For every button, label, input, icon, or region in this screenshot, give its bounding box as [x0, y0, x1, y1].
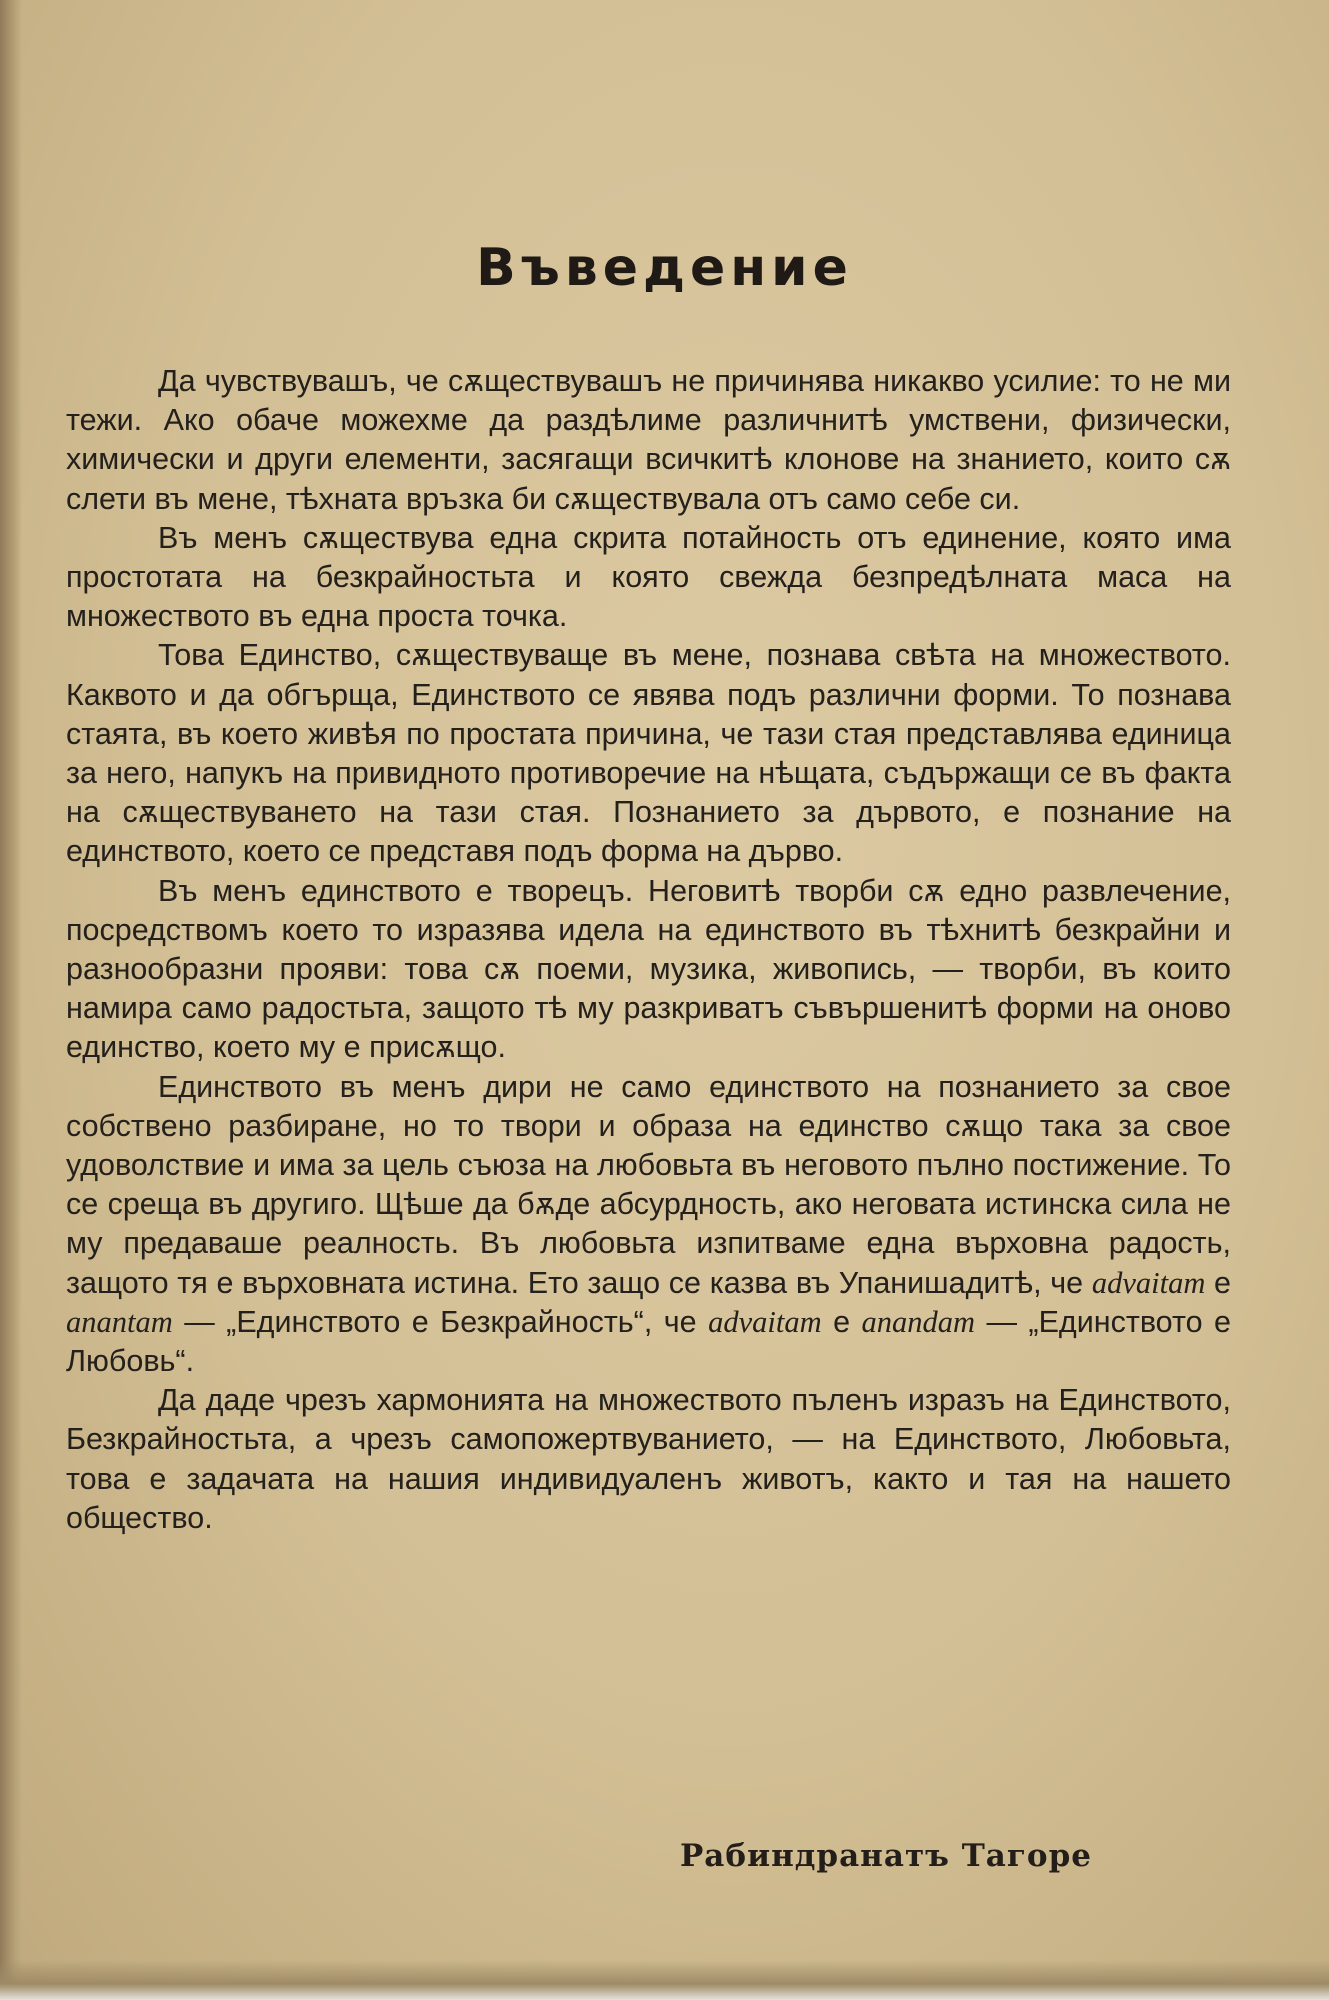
paragraph-5-text-b: е — [1205, 1265, 1232, 1300]
paragraph-6: Да даде чрезъ хармонията на множеството пъленъ изразъ на Единството, Безкрайностьта, а чрезъ самопожертвуванието, — на Единството, Любовьта, това е задачата на нашия индивидуаленъ животъ, както и тая на нашето общество. — [66, 1383, 1231, 1535]
paragraph-3: Това Единство, сѫществуваще въ мене, познава свѣта на множеството. Каквото и да обгърща, Единството се явява подъ различни форми. То познава стаята, въ което живѣя по простата причина, че тази стая представлява единица за него, напукъ на привидното противоречие на нѣщата, съдържащи се въ факта на сѫществуването на тази стая. Познанието за дървото, е познание на единството, което се представя подъ форма на дърво. — [66, 638, 1231, 869]
paragraph-5-text-c: — „Единството е Безкрайность“, че — [172, 1304, 709, 1339]
sanskrit-term: advaitam — [708, 1304, 822, 1339]
page-bottom-edge — [0, 1960, 1329, 2000]
paragraph-5-text-e: — „Единството е Любовь“. — [66, 1304, 1231, 1379]
sanskrit-term: advaitam — [1091, 1265, 1206, 1300]
body-text — [66, 362, 1231, 1538]
paragraph-1: Да чувствувашъ, че сѫществувашъ не причинява никакво усилие: то не ми тежи. Ако обаче можехме да раздѣлимe различнитѣ умствени, физически, химически и други елементи, засягащи всичкитѣ клонове на знанието, които сѫ слети въ мене, тѣхната връзка би сѫществувала отъ само себе си. — [66, 364, 1231, 516]
paragraph-5 — [66, 1068, 1231, 1382]
paragraph-5-text-a: Единството въ менъ дири не само единството на познанието за свое собствено разбиране, но то твори и образа на единство сѫщо така за свое удоволствие и има за цель съюза на любовьта въ неговото пълно постижение. То се среща въ другиго. Щѣше да бѫде абсурдность, ако неговата истинска сила не му предаваше реалность. Въ любовьта изпитваме една върховна радость, защото тя е върховната истина. Ето защо се казва въ Упанишадитѣ, че — [66, 1069, 1231, 1300]
author-signature: Рабиндранатъ Тагоре — [680, 1838, 1092, 1874]
paragraph-5-text-d: е — [821, 1304, 862, 1339]
paragraph-4: Въ менъ единството е творецъ. Неговитѣ творби сѫ едно развлечение, посредствомъ което то изразява идела на единството въ тѣхнитѣ безкрайни и разнообразни прояви: това сѫ поеми, музика, живопись, — творби, въ които намира само радостьта, защото тѣ му разкриватъ съвършенитѣ форми на оново единство, което му е присѫщо. — [66, 873, 1231, 1065]
sanskrit-term: anantam — [66, 1304, 173, 1339]
sanskrit-term: anandam — [861, 1304, 976, 1339]
page-gutter-shadow — [0, 0, 22, 2000]
paragraph-2: Въ менъ сѫществува една скрита потайность отъ единение, която има простотата на безкрайностьта и която свежда безпредѣлната маса на множеството въ една проста точка. — [66, 520, 1231, 634]
page-title: Въведение — [476, 238, 853, 298]
